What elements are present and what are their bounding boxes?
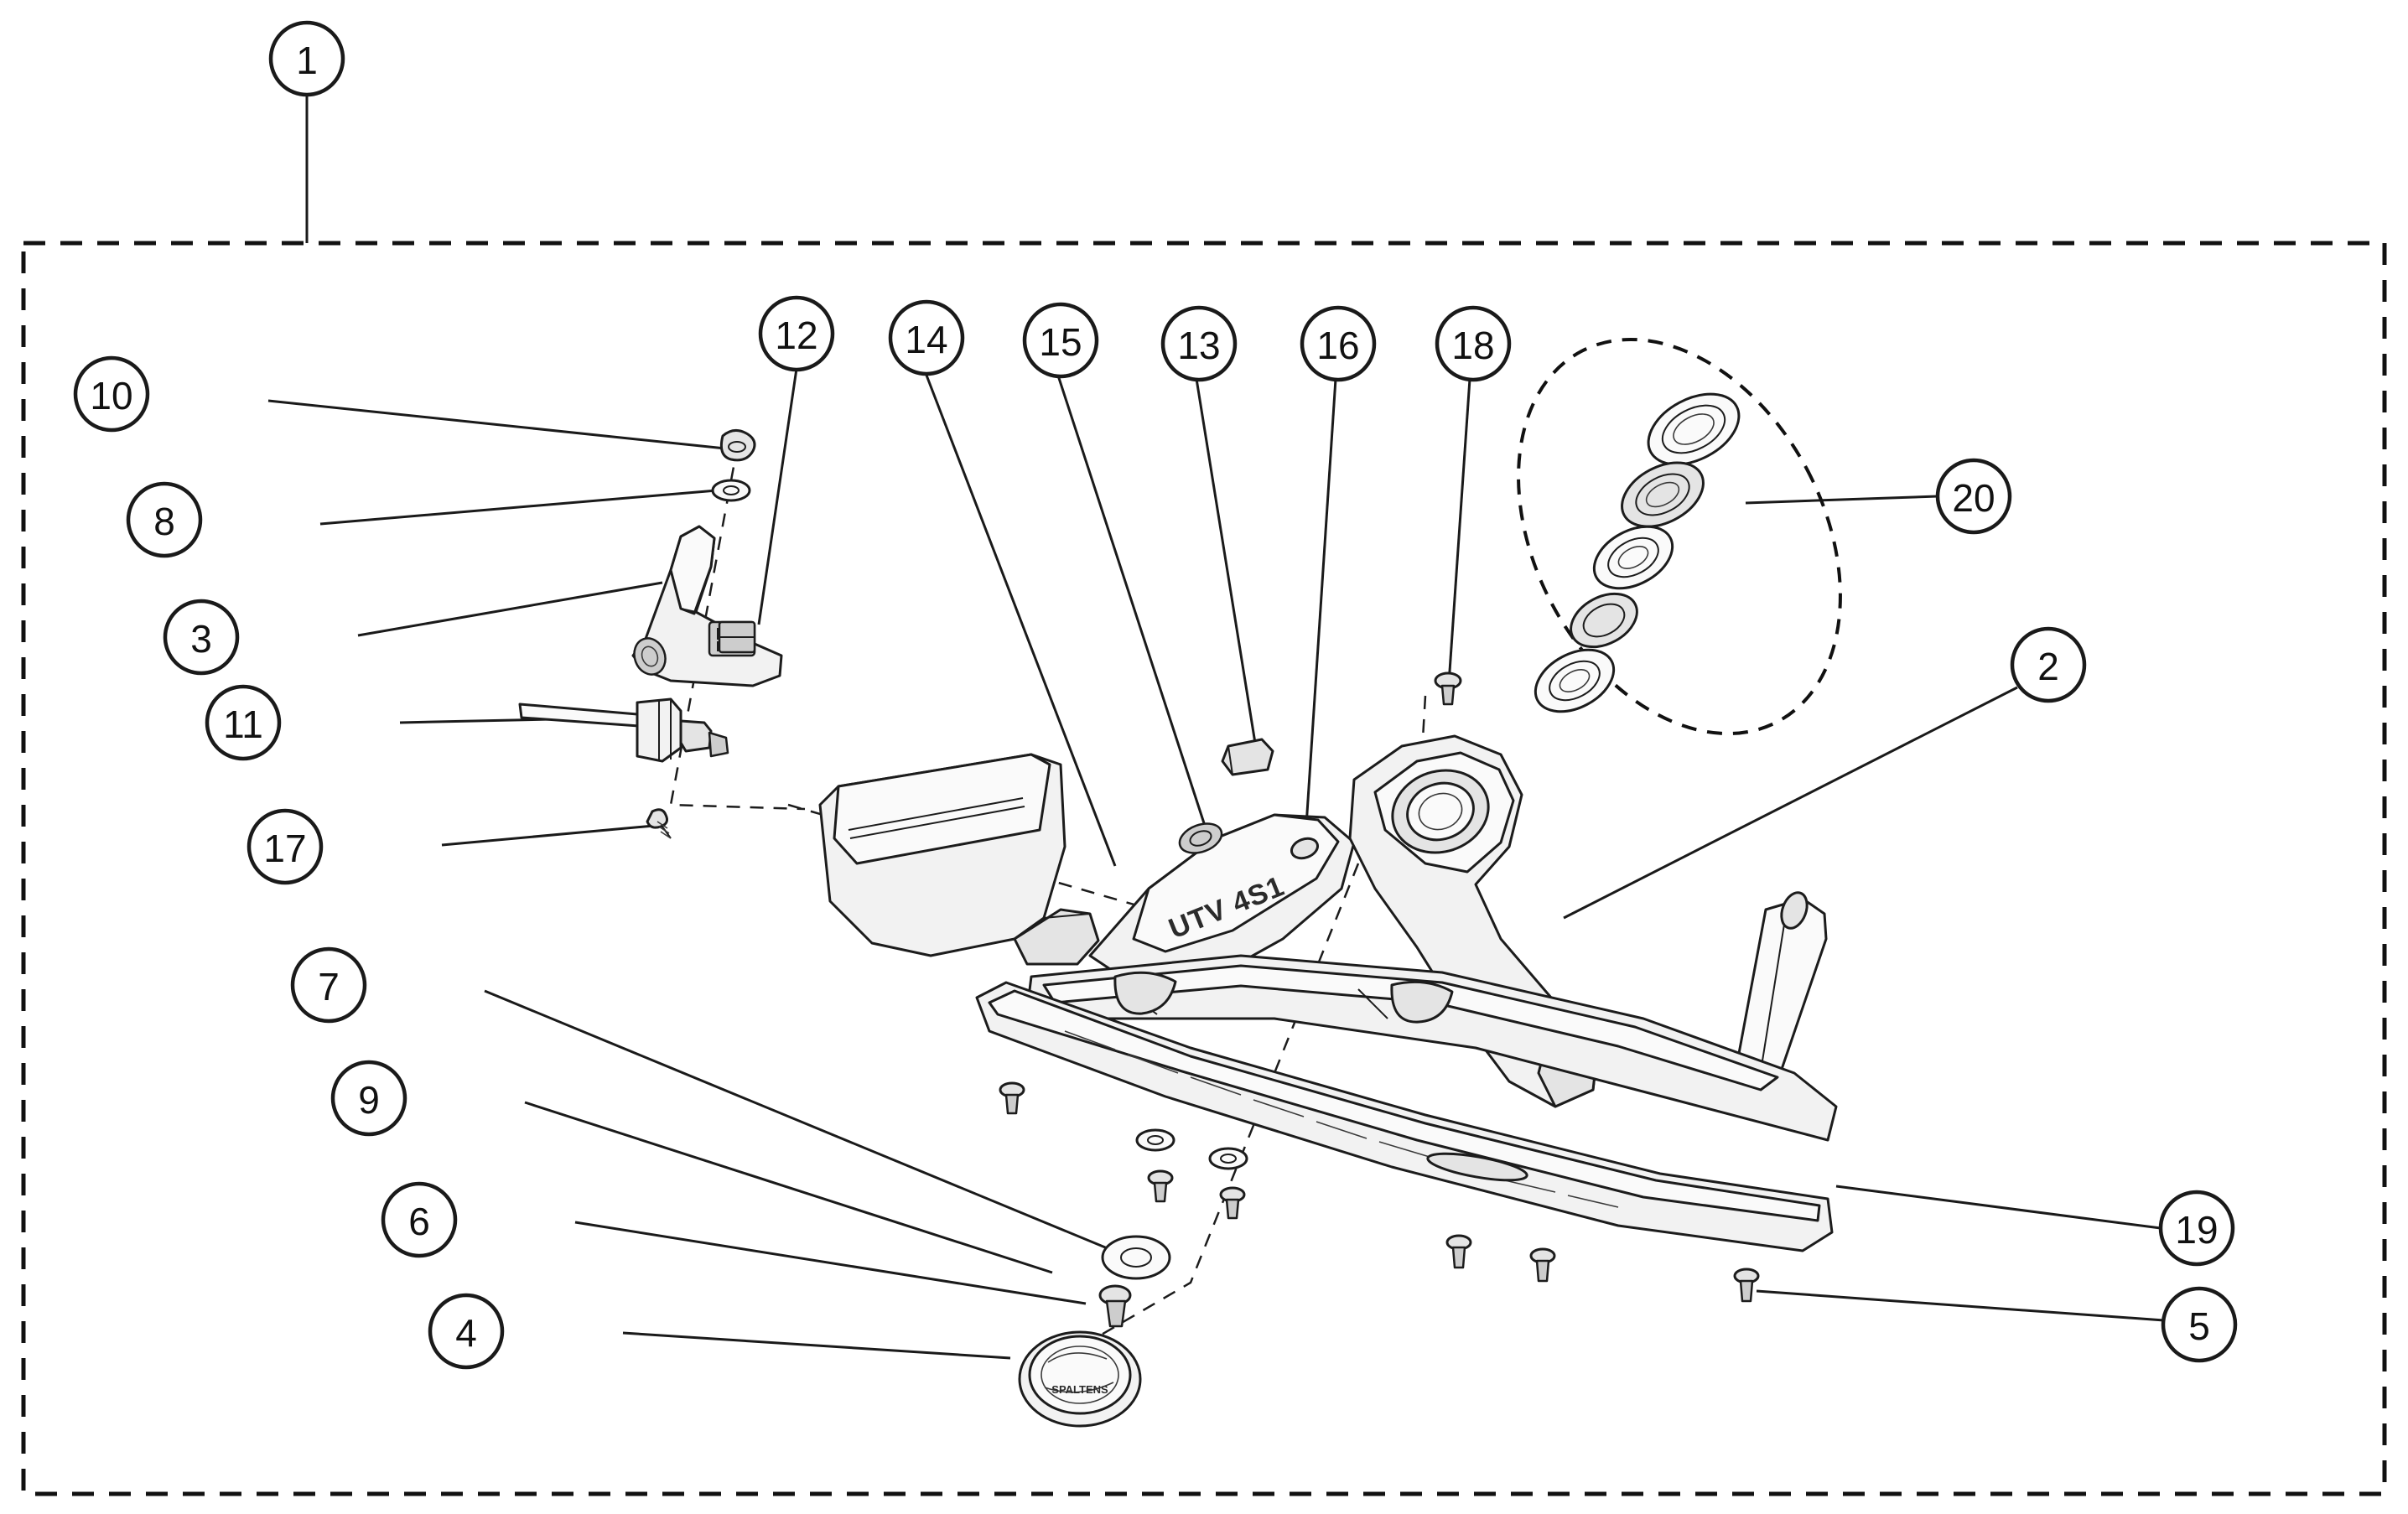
callout-6-label: 6 [408, 1200, 430, 1243]
part-8-washer [713, 480, 750, 500]
callout-4-label: 4 [455, 1311, 477, 1355]
callout-11-label: 11 [223, 703, 263, 746]
leader-4 [623, 1333, 1010, 1358]
part-13-plug-cap [1222, 739, 1273, 775]
part-5-bolts [1447, 1236, 1758, 1301]
callout-17[interactable] [249, 811, 321, 883]
callout-18-label: 18 [1451, 324, 1495, 367]
leader-3 [358, 583, 662, 635]
callout-20[interactable] [1938, 460, 2010, 532]
callout-20-label: 20 [1952, 476, 1995, 520]
part-9-washer-bolt [1137, 1130, 1247, 1218]
callout-5-label: 5 [2188, 1304, 2210, 1348]
part-3-upper-link-arm [630, 526, 781, 686]
callout-8-label: 8 [153, 500, 175, 543]
callout-10-label: 10 [90, 374, 133, 417]
leader-18 [1448, 379, 1470, 696]
callout-1-label: 1 [296, 39, 318, 82]
spacer-ring [1562, 583, 1646, 658]
callout-9[interactable] [333, 1062, 405, 1134]
part-18-bolt [1435, 673, 1461, 704]
callout-17-label: 17 [263, 827, 307, 870]
bearing-3 [1584, 514, 1683, 600]
leader-15 [1058, 376, 1205, 826]
leader-8 [320, 490, 717, 524]
leader-6 [575, 1222, 1086, 1304]
part-7-bolt [1000, 1083, 1024, 1113]
callout-6[interactable] [383, 1184, 455, 1256]
part-6-large-washer [1103, 1237, 1170, 1278]
leader-17 [442, 826, 654, 845]
callout-3-label: 3 [190, 617, 212, 661]
part-11-valve-fitting [520, 699, 728, 761]
callout-12-label: 12 [775, 314, 818, 357]
callout-1[interactable] [271, 23, 343, 95]
callout-12[interactable] [760, 298, 833, 370]
bearing-4 [1525, 637, 1624, 723]
callout-bubbles [75, 23, 2235, 1367]
leader-5 [1757, 1291, 2164, 1320]
callout-9-label: 9 [358, 1078, 380, 1122]
bolt-a [1447, 1236, 1471, 1268]
callout-16[interactable] [1302, 308, 1374, 380]
part-10-cap-nut [721, 430, 755, 459]
callout-13-label: 13 [1177, 324, 1221, 367]
leader-19 [1836, 1186, 2161, 1228]
callout-5[interactable] [2163, 1288, 2235, 1361]
callout-8[interactable] [128, 484, 200, 556]
bolt-b [1531, 1249, 1554, 1281]
callout-16-label: 16 [1316, 324, 1360, 367]
leader-12 [759, 369, 797, 625]
callout-2[interactable] [2012, 629, 2084, 701]
leader-10 [268, 401, 725, 448]
part-17-spring-pin [647, 810, 671, 838]
callout-13[interactable] [1163, 308, 1235, 380]
callout-18[interactable] [1437, 308, 1509, 380]
part-12-connector-block [719, 622, 755, 652]
bearing-1 [1637, 380, 1751, 479]
callout-19[interactable] [2161, 1192, 2233, 1264]
callout-14-label: 14 [905, 318, 948, 361]
leader-20 [1746, 496, 1938, 503]
callout-11[interactable] [207, 687, 279, 759]
callout-4[interactable] [430, 1295, 502, 1367]
callout-10[interactable] [75, 358, 148, 430]
leader-13 [1196, 379, 1258, 759]
callout-15-label: 15 [1039, 320, 1082, 364]
callout-19-label: 19 [2175, 1208, 2219, 1252]
leader-2 [1564, 687, 2017, 918]
leader-16 [1305, 379, 1336, 838]
bearing-seal-kit-group [1454, 284, 1905, 790]
leader-9 [525, 1102, 1052, 1273]
part-4-hub-emblem [1020, 1332, 1140, 1426]
callout-14[interactable] [890, 302, 963, 374]
callout-15[interactable] [1025, 304, 1097, 376]
callout-7-label: 7 [318, 965, 340, 1008]
bolt-c [1735, 1269, 1758, 1301]
group-20-boundary [1454, 284, 1905, 790]
hub-emblem-text: SPALTENS [1051, 1383, 1108, 1396]
callout-3[interactable] [165, 601, 237, 673]
callout-2-label: 2 [2037, 645, 2059, 688]
body-brand-text: UTV 4S1 [1164, 869, 1290, 946]
main-frame-left-arm [820, 754, 1098, 964]
callout-7[interactable] [293, 949, 365, 1021]
